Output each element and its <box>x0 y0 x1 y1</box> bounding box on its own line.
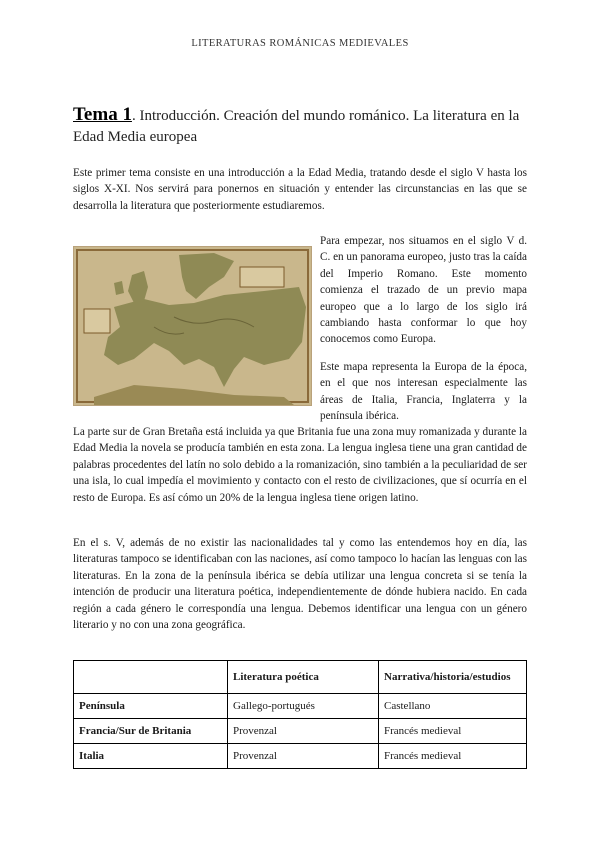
table-row-header: Península <box>74 694 228 719</box>
intro-paragraph: Este primer tema consiste en una introducción a la Edad Media, tratando desde el siglo V hasta los siglos X-XI. Nos servirá para ponernos en situación y entender las circunstancias en las que se desarrolla la literatura que posteriormente estudiaremos. <box>73 167 527 212</box>
table-row-header: Italia <box>74 744 228 769</box>
table-header-cell: Literatura poética <box>228 661 379 694</box>
nations-paragraph: En el s. V, además de no existir las nacionalidades tal y como las entendemos hoy en día, las literaturas tampoco se identificaban con las naciones, así como tampoco lo hacían las lenguas con las literaturas. En la zona de la península ibérica se debía utilizar una lengua concreta si se tenía la intención de producir una literatura poética, independientemente de dónde hubiera nacido. En cada región a cada género le correspondía una lengua. Debemos identificar una lengua con un género literario y no con una zona geográfica. <box>73 537 527 632</box>
map-paragraph-2-top: Este mapa representa la Europa de la época, en el que nos interesan especialmente las áreas de Italia, Francia, Inglaterra y la península ibérica. <box>320 361 527 423</box>
chapter-label: Tema 1 <box>73 104 132 125</box>
table-header-cell: Narrativa/historia/estudios <box>379 661 527 694</box>
table-cell: Francés medieval <box>379 719 527 744</box>
europe-map-image <box>73 246 312 406</box>
table-cell: Provenzal <box>228 719 379 744</box>
chapter-title <box>73 104 533 148</box>
table-cell: Castellano <box>379 694 527 719</box>
running-header: LITERATURAS ROMÁNICAS MEDIEVALES <box>191 38 409 49</box>
language-genre-table <box>73 660 527 769</box>
table-cell: Francés medieval <box>379 744 527 769</box>
table-header-cell <box>74 661 228 694</box>
table-row <box>74 719 527 744</box>
table-row-header: Francia/Sur de Britania <box>74 719 228 744</box>
map-paragraph-1: Para empezar, nos situamos en el siglo V d. C. en un panorama europeo, justo tras la caída del Imperio Romano. Este momento comienza el trazado de un previo mapa europeo que a lo largo de los siglo irá cambiando hasta conformar lo que hoy conocemos como Europa. <box>320 235 527 346</box>
table-header-row <box>74 661 527 694</box>
map-illustration <box>74 247 311 405</box>
chapter-title-text: . Introducción. Creación del mundo románico. La literatura en la Edad Media europea <box>73 108 520 145</box>
table-row <box>74 694 527 719</box>
table-cell: Provenzal <box>228 744 379 769</box>
table-cell: Gallego-portugués <box>228 694 379 719</box>
table-row <box>74 744 527 769</box>
map-paragraph-2-rest: La parte sur de Gran Bretaña está incluida ya que Britania fue una zona muy romanizada y durante la Edad Media la novela se producía también en esta zona. La lengua inglesa tiene una gran cantidad de palabras procedentes del latín no solo debido a la romanización, sino también a la peculiaridad de ser una isla, lo cual impedía el movimiento y contacto con el resto de civilizaciones, que sí ocurría en el resto de Europa. Es así cómo un 20% de la lengua inglesa tiene origen latino. <box>73 426 527 504</box>
